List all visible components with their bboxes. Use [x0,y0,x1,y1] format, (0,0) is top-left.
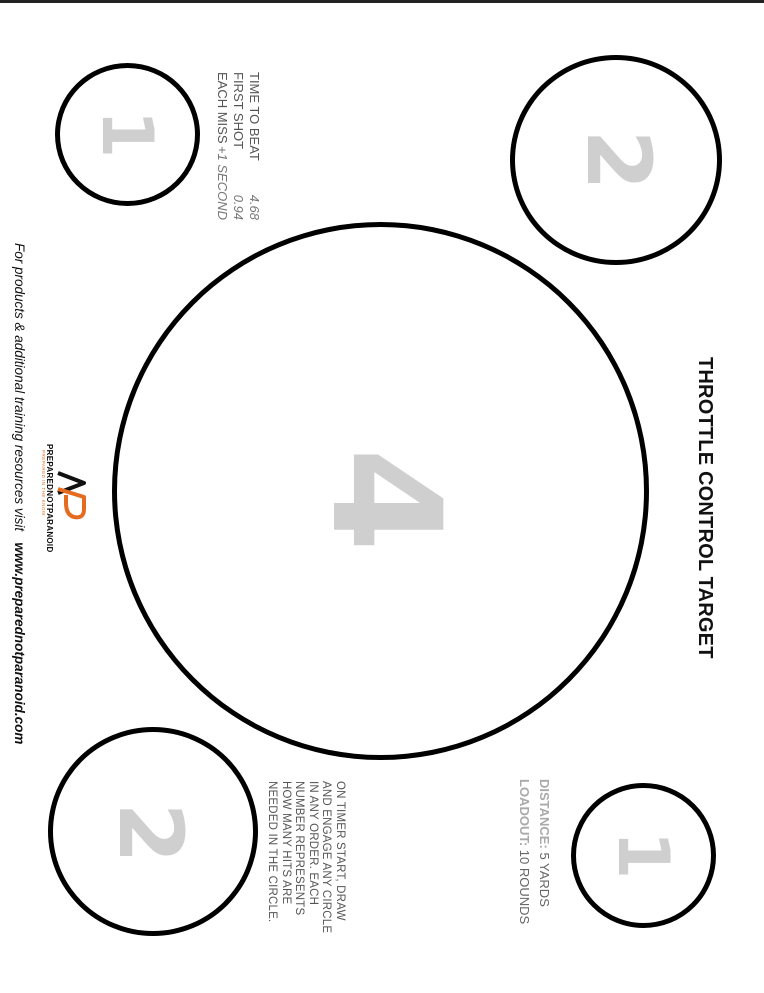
target-number-bottom-right: 1 [602,830,684,880]
instruction-line: AND ENGAGE ANY CIRCLE [320,781,333,934]
target-number-top-left: 1 [86,109,168,159]
loadout-value: 10 ROUNDS [517,849,532,925]
target-number-bottom-left: 2 [99,802,202,864]
instructions-block [265,781,346,933]
logo-wordmark: PREPAREDNOTPARANOID [45,444,54,553]
loadout-label: LOADOUT: [517,779,532,847]
instruction-line: HOW MANY HITS ARE [280,781,292,905]
loadout-line [517,779,532,924]
stat-label: TIME TO BEAT [247,72,262,161]
instruction-line: ON TIMER START, DRAW [334,781,346,921]
footer-note [12,243,27,744]
brand-logo [40,440,100,553]
stat-row [230,72,246,220]
stat-label: FIRST SHOT [231,72,246,150]
distance-label: DISTANCE: [537,779,552,849]
instruction-line: NUMBER REPRESENTS [293,781,306,916]
logo-tagline: PREPARED IN THE KNOW [41,450,46,516]
stat-row [214,72,230,220]
footer-text: For products & additional training resources visit [12,243,27,532]
stat-row [246,72,262,220]
instruction-line: IN ANY ORDER. EACH [307,781,319,906]
top-border-line [0,0,764,3]
distance-line [537,779,552,907]
instruction-line: NEEDED IN THE CIRCLE. [266,781,279,923]
stats-block [214,72,262,220]
footer-url-link[interactable]: www.preparednotparanoid.com [12,542,27,745]
distance-value: 5 YARDS [537,852,552,907]
stat-label: EACH MISS [215,72,230,144]
stat-value: 0.94 [231,194,246,220]
target-number-top-right: 2 [567,129,670,191]
page-title: THROTTLE CONTROL TARGET [694,357,716,659]
stat-value: 4.68 [247,194,262,220]
stat-value: +1 SECOND [215,145,230,220]
target-number-center: 4 [298,447,472,553]
